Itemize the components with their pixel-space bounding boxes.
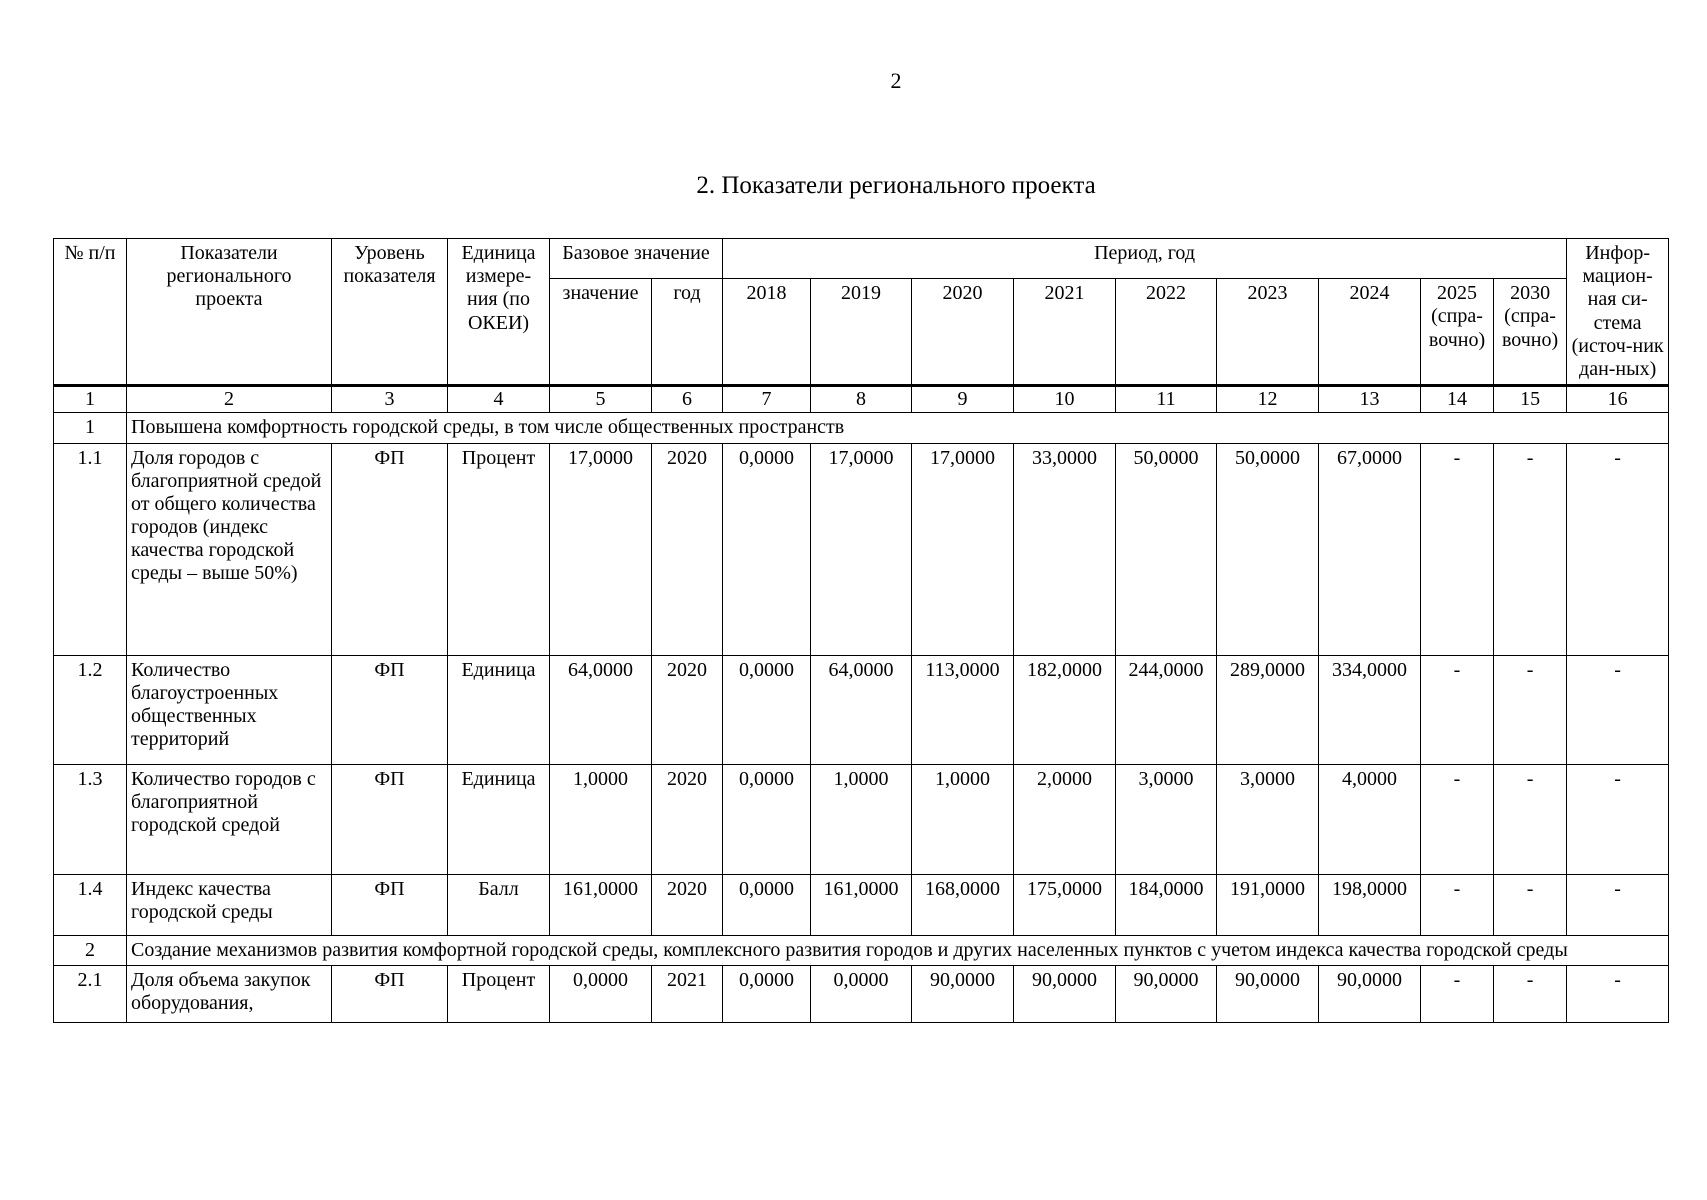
- unit: Балл: [448, 874, 550, 935]
- column-number: 10: [1014, 386, 1116, 413]
- column-number: 7: [723, 386, 811, 413]
- year-value: 0,0000: [723, 874, 811, 935]
- page-number: 2: [890, 68, 902, 93]
- year-value: 198,0000: [1319, 874, 1421, 935]
- table-row: [54, 443, 1669, 655]
- base-value: 161,0000: [550, 874, 652, 935]
- header-year: 2024: [1319, 279, 1421, 386]
- year-value-empty: -: [1494, 443, 1567, 655]
- row-number: 1.3: [54, 764, 127, 874]
- year-value-empty: -: [1421, 443, 1494, 655]
- year-value: 50,0000: [1217, 443, 1319, 655]
- column-number: 12: [1217, 386, 1319, 413]
- year-value: 289,0000: [1217, 655, 1319, 764]
- info-source: -: [1567, 965, 1669, 1022]
- year-value-empty: -: [1494, 965, 1567, 1022]
- unit: Процент: [448, 443, 550, 655]
- year-value: 90,0000: [1014, 965, 1116, 1022]
- header-base: Базовое значение: [550, 239, 723, 279]
- section-title: Повышена комфортность городской среды, в том числе общественных пространств: [127, 413, 1669, 443]
- year-value: 90,0000: [912, 965, 1014, 1022]
- column-number: 6: [652, 386, 723, 413]
- column-number: 2: [127, 386, 332, 413]
- header-level: Уровень показателя: [332, 239, 448, 386]
- column-number: 4: [448, 386, 550, 413]
- table-row: [54, 965, 1669, 1022]
- header-year-reference: 2025 (спра-вочно): [1421, 279, 1494, 386]
- base-value: 64,0000: [550, 655, 652, 764]
- row-number: 2.1: [54, 965, 127, 1022]
- year-value: 0,0000: [723, 655, 811, 764]
- year-value: 168,0000: [912, 874, 1014, 935]
- indicator-name: Количество городов с благоприятной городской средой: [127, 764, 332, 874]
- year-value: 17,0000: [811, 443, 912, 655]
- header-year: 2022: [1116, 279, 1217, 386]
- header-year: 2018: [723, 279, 811, 386]
- year-value: 182,0000: [1014, 655, 1116, 764]
- row-number: 1.1: [54, 443, 127, 655]
- document-title: 2. Показатели регионального проекта: [696, 172, 1096, 199]
- info-source: -: [1567, 764, 1669, 874]
- year-value: 67,0000: [1319, 443, 1421, 655]
- indicator-level: ФП: [332, 655, 448, 764]
- indicators-table: [53, 238, 1669, 1023]
- section-row: [54, 935, 1669, 965]
- year-value: 50,0000: [1116, 443, 1217, 655]
- column-number-row: [54, 386, 1669, 413]
- header-year: 2020: [912, 279, 1014, 386]
- year-value: 0,0000: [723, 443, 811, 655]
- year-value-empty: -: [1421, 965, 1494, 1022]
- year-value: 184,0000: [1116, 874, 1217, 935]
- year-value: 0,0000: [723, 764, 811, 874]
- column-number: 13: [1319, 386, 1421, 413]
- base-year: 2020: [652, 874, 723, 935]
- year-value: 113,0000: [912, 655, 1014, 764]
- year-value: 161,0000: [811, 874, 912, 935]
- base-year: 2020: [652, 443, 723, 655]
- base-value: 17,0000: [550, 443, 652, 655]
- header-num: № п/п: [54, 239, 127, 386]
- header-period: Период, год: [723, 239, 1567, 279]
- column-number: 16: [1567, 386, 1669, 413]
- header-row-top: [54, 239, 1669, 279]
- year-value: 4,0000: [1319, 764, 1421, 874]
- section-title: Создание механизмов развития комфортной городской среды, комплексного развития городов и других населенных пунктов с учетом индекса качества городской среды: [127, 935, 1669, 965]
- year-value: 90,0000: [1319, 965, 1421, 1022]
- year-value-empty: -: [1494, 874, 1567, 935]
- year-value: 334,0000: [1319, 655, 1421, 764]
- column-number: 9: [912, 386, 1014, 413]
- year-value-empty: -: [1421, 874, 1494, 935]
- section-number: 1: [54, 413, 127, 443]
- indicator-level: ФП: [332, 764, 448, 874]
- header-base-year: год: [652, 279, 723, 386]
- unit: Процент: [448, 965, 550, 1022]
- column-number: 14: [1421, 386, 1494, 413]
- column-number: 3: [332, 386, 448, 413]
- header-year: 2021: [1014, 279, 1116, 386]
- indicator-level: ФП: [332, 874, 448, 935]
- table-row: [54, 764, 1669, 874]
- column-number: 11: [1116, 386, 1217, 413]
- base-value: 1,0000: [550, 764, 652, 874]
- year-value: 0,0000: [811, 965, 912, 1022]
- info-source: -: [1567, 655, 1669, 764]
- section-row: [54, 413, 1669, 443]
- column-number: 15: [1494, 386, 1567, 413]
- unit: Единица: [448, 655, 550, 764]
- base-year: 2020: [652, 764, 723, 874]
- header-year: 2023: [1217, 279, 1319, 386]
- table-row: [54, 874, 1669, 935]
- base-year: 2020: [652, 655, 723, 764]
- row-number: 1.4: [54, 874, 127, 935]
- year-value: 244,0000: [1116, 655, 1217, 764]
- unit: Единица: [448, 764, 550, 874]
- info-source: -: [1567, 874, 1669, 935]
- year-value: 0,0000: [723, 965, 811, 1022]
- year-value: 2,0000: [1014, 764, 1116, 874]
- header-base-value: значение: [550, 279, 652, 386]
- year-value: 90,0000: [1217, 965, 1319, 1022]
- year-value: 3,0000: [1116, 764, 1217, 874]
- year-value: 17,0000: [912, 443, 1014, 655]
- year-value: 90,0000: [1116, 965, 1217, 1022]
- row-number: 1.2: [54, 655, 127, 764]
- base-value: 0,0000: [550, 965, 652, 1022]
- header-year: 2019: [811, 279, 912, 386]
- info-source: -: [1567, 443, 1669, 655]
- column-number: 8: [811, 386, 912, 413]
- table-row: [54, 655, 1669, 764]
- indicator-name: Количество благоустроенных общественных территорий: [127, 655, 332, 764]
- header-year-reference: 2030 (спра-вочно): [1494, 279, 1567, 386]
- year-value-empty: -: [1494, 764, 1567, 874]
- year-value-empty: -: [1494, 655, 1567, 764]
- year-value: 191,0000: [1217, 874, 1319, 935]
- indicator-name: Доля объема закупок оборудования,: [127, 965, 332, 1022]
- indicator-level: ФП: [332, 443, 448, 655]
- header-indicator: Показатели регионального проекта: [127, 239, 332, 386]
- indicator-name: Доля городов с благоприятной средой от общего количества городов (индекс качества городской среды – выше 50%): [127, 443, 332, 655]
- year-value: 64,0000: [811, 655, 912, 764]
- year-value: 3,0000: [1217, 764, 1319, 874]
- year-value: 1,0000: [912, 764, 1014, 874]
- indicator-level: ФП: [332, 965, 448, 1022]
- year-value-empty: -: [1421, 764, 1494, 874]
- year-value-empty: -: [1421, 655, 1494, 764]
- column-number: 5: [550, 386, 652, 413]
- year-value: 1,0000: [811, 764, 912, 874]
- column-number: 1: [54, 386, 127, 413]
- indicator-name: Индекс качества городской среды: [127, 874, 332, 935]
- year-value: 175,0000: [1014, 874, 1116, 935]
- header-info-system: Инфор-мацион-ная си-стема (источ-ник дан-ных): [1567, 239, 1669, 386]
- section-number: 2: [54, 935, 127, 965]
- year-value: 33,0000: [1014, 443, 1116, 655]
- header-unit: Единица измере-ния (по ОКЕИ): [448, 239, 550, 386]
- base-year: 2021: [652, 965, 723, 1022]
